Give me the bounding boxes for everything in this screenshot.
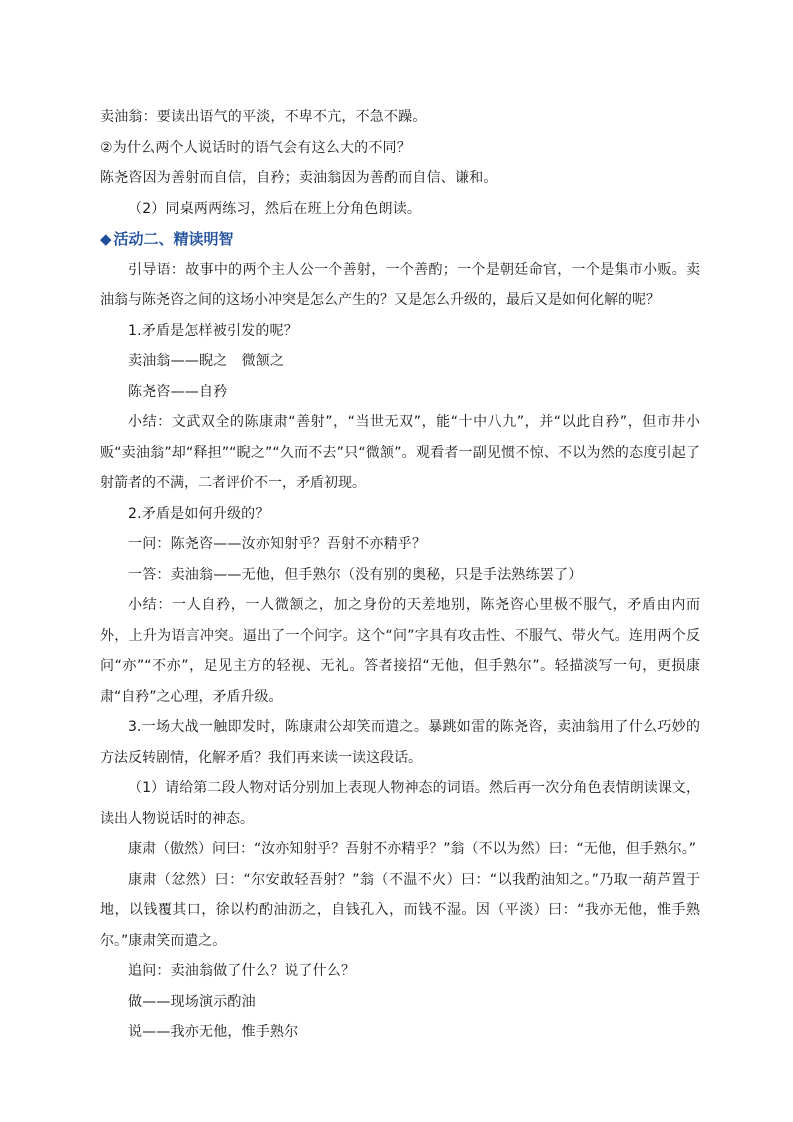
paragraph: 康肃（忿然）曰：“尔安敢轻吾射？”翁（不温不火）曰：“以我酌油知之。”乃取一葫芦置于地，以钱覆其口，徐以杓酌油沥之，自钱孔入，而钱不湿。因（平淡）曰：“我亦无他，惟手熟尔。”康肃笑而遣之。 — [100, 871, 700, 949]
text-line: （2）同桌两两练习，然后在班上分角色朗读。 — [128, 200, 422, 217]
text-line: ②为什么两个人说话时的语气会有这么大的不同？ — [100, 139, 411, 156]
paragraph: 3.一场大战一触即发时，陈康肃公却笑而遣之。暴跳如雷的陈尧咨，卖油翁用了什么巧妙的方法反转剧情，化解矛盾？我们再来读一读这段话。 — [100, 719, 700, 766]
text-line: 卖油翁：要读出语气的平淡，不卑不亢，不急不躁。 — [100, 109, 427, 125]
document-body — [100, 102, 700, 1048]
text-line: 追问：卖油翁做了什么？说了什么？ — [128, 963, 356, 979]
question-line: 1.矛盾是怎样被引发的呢？ — [128, 322, 298, 339]
paragraph: 引导语：故事中的两个主人公一个善射，一个善酌；一个是朝廷命官，一个是集市小贩。卖油翁与陈尧咨之间的这场小冲突是怎么产生的？又是怎么升级的，最后又是如何化解的呢？ — [100, 261, 700, 308]
question-line: 2.矛盾是如何升级的？ — [128, 505, 270, 522]
paragraph: 小结：文武双全的陈康肃“善射”，“当世无双”，能“十中八九”，并“以此自矜”，但市井小贩“卖油翁”却“释担”“睨之”“久而不去”只“微颔”。观看者一副见惯不惊、不以为然的态度引起了射箭者的不满，二者评价不一，矛盾初现。 — [100, 414, 700, 491]
text-line: 做——现场演示酌油 — [128, 993, 256, 1010]
text-line: 一问：陈尧咨——汝亦知射乎？吾射不亦精乎？ — [128, 536, 427, 552]
section-heading — [100, 224, 700, 255]
section-heading-text: 活动二、精读明智 — [113, 230, 234, 248]
text-line: 陈尧咨因为善射而自信，自矜；卖油翁因为善酌而自信、谦和。 — [100, 170, 498, 186]
paragraph: （1）请给第二段人物对话分别加上表现人物神态的词语。然后再一次分角色表情朗读课文，读出人物说话时的神态。 — [100, 780, 700, 827]
diamond-icon: ◆ — [100, 230, 112, 248]
paragraph: 康肃（傲然）问曰：“汝亦知射乎？吾射不亦精乎？”翁（不以为然）曰：“无他，但手熟尔。” — [128, 841, 697, 857]
paragraph: 小结：一人自矜，一人微颔之，加之身份的天差地别，陈尧咨心里极不服气，矛盾由内而外，上升为语言冲突。逼出了一个问字。这个“问”字具有攻击性、不服气、带火气。连用两个反问“亦”“不亦”，足见主方的轻视、无礼。答者接招“无他，但手熟尔”。轻描淡写一句，更损康肃“自矜”之心理，矛盾升级。 — [100, 597, 700, 705]
text-line: 卖油翁——睨之 微颔之 — [128, 353, 285, 369]
text-line: 陈尧咨——自矜 — [128, 383, 228, 400]
text-line: 一答：卖油翁——无他，但手熟尔（没有别的奥秘，只是手法熟练罢了） — [128, 566, 583, 583]
text-line: 说——我亦无他，惟手熟尔 — [128, 1024, 299, 1040]
